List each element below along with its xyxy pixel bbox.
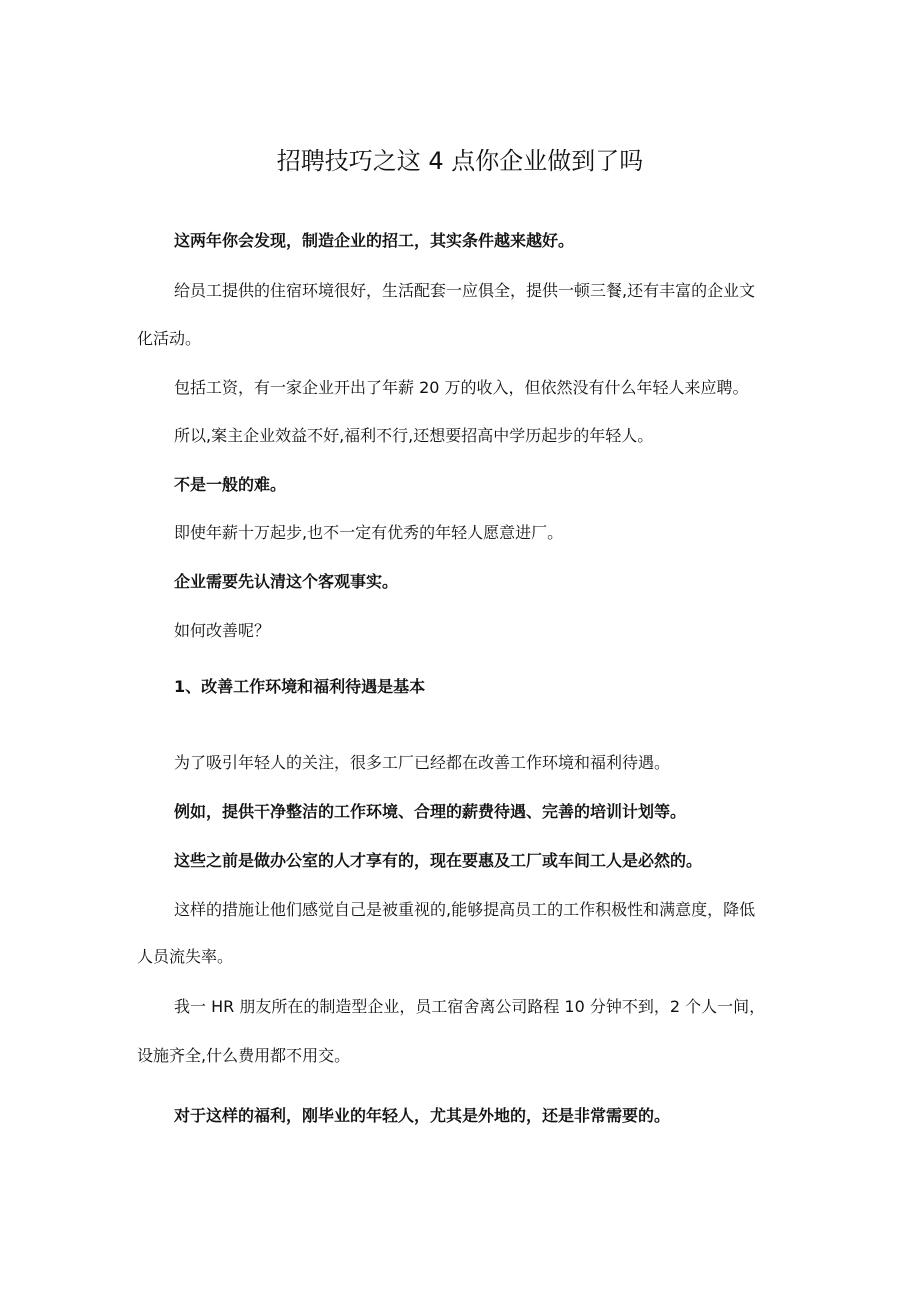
paragraph-measures-line2: 人员流失率。 [137, 947, 234, 966]
paragraph-hr-friend-line1: 我一 HR 朋友所在的制造型企业，员工宿舍离公司路程 10 分钟不到，2 个人一间， [174, 997, 766, 1016]
paragraph-measures-line1: 这样的措施让他们感觉自己是被重视的,能够提高员工的工作积极性和满意度，降低 [174, 900, 756, 919]
paragraph-welfare-needed: 对于这样的福利，刚毕业的年轻人，尤其是外地的，还是非常需要的。 [174, 1106, 671, 1125]
paragraph-attract-young: 为了吸引年轻人的关注，很多工厂已经都在改善工作环境和福利待遇。 [174, 753, 671, 772]
document-title: 招聘技巧之这 4 点你企业做到了吗 [276, 147, 644, 176]
paragraph-example: 例如，提供干净整洁的工作环境、合理的薪费待遇、完善的培训计划等。 [174, 802, 687, 821]
paragraph-client-situation: 所以,案主企业效益不好,福利不行,还想要招高中学历起步的年轻人。 [174, 426, 654, 445]
paragraph-housing-line1: 给员工提供的住宿环境很好，生活配套一应俱全，提供一顿三餐,还有丰富的企业文 [174, 281, 756, 300]
paragraph-intro-bold: 这两年你会发现，制造企业的招工，其实条件越来越好。 [174, 231, 575, 250]
paragraph-housing-line2: 化活动。 [137, 329, 202, 348]
paragraph-how-improve: 如何改善呢？ [174, 621, 271, 640]
paragraph-office-privilege: 这些之前是做办公室的人才享有的，现在要惠及工厂或车间工人是必然的。 [174, 851, 703, 870]
paragraph-hr-friend-line2: 设施齐全,什么费用都不用交。 [137, 1046, 351, 1065]
section-heading-1: 1、改善工作环境和福利待遇是基本 [174, 677, 426, 696]
paragraph-recognize-fact: 企业需要先认清这个客观事实。 [174, 572, 399, 591]
paragraph-salary: 包括工资，有一家企业开出了年薪 20 万的收入，但依然没有什么年轻人来应聘。 [174, 378, 749, 397]
paragraph-not-easy: 不是一般的难。 [174, 475, 287, 494]
paragraph-even-100k: 即使年薪十万起步,也不一定有优秀的年轻人愿意进厂。 [174, 523, 564, 542]
